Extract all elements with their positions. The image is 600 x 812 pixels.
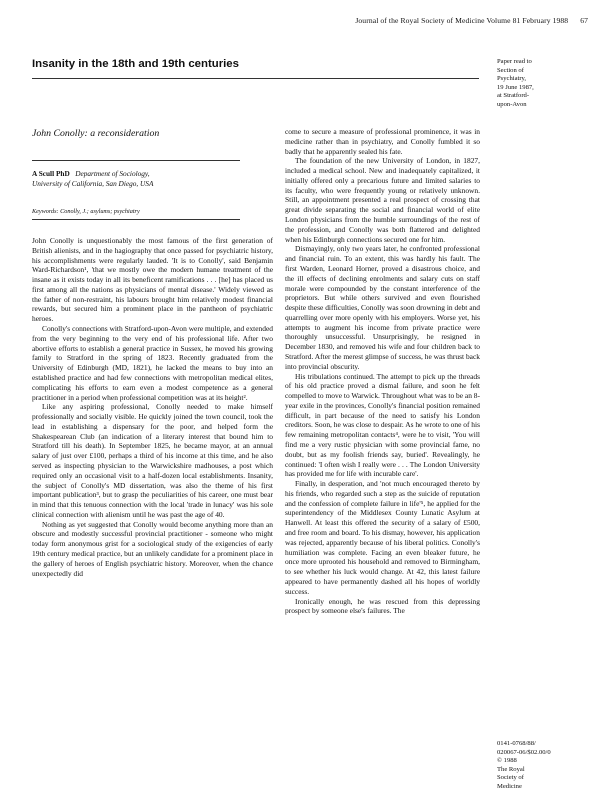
author-department: Department of Sociology, xyxy=(75,169,150,178)
body-column-right xyxy=(285,127,480,616)
author-name: A Scull xyxy=(32,169,55,178)
paragraph: John Conolly is unquestionably the most famous of the first generation of British alienists, and in the hagiography that once passed for psychiatric history, his accomplishments were regularly lauded. 'It is to Conolly', said Benjamin Ward-Richardson¹, 'that we mostly owe the modern humane treatment of the insane as it exists today in all its beneficent ramifications . . . [he] has placed us first among all the nations as physicians of mental disease.' Widely viewed as the father of non-restraint, his labours brought him relatively modest financial rewards, but secured him a prominent place in the pantheon of psychiatric heroes. xyxy=(32,236,273,324)
paragraph: His tribulations continued. The attempt to pick up the threads of his old practice proved a dismal failure, and soon he felt compelled to move to Warwick. Throughout what was to be an 8-year exile in the provinces, Conolly's financial position remained difficult, in part because of the need to satisfy his London creditors. Soon, he was close to despair. As he wrote to one of his few remaining metropolitan contacts⁴, were he to visit, 'You will find me a very rustic physician with some provincial fame, no doubt, but as my foolish friends say, buried'. Revealingly, he continued: 'I often wish I really were . . . The London University has provided me for life with incurable care'. xyxy=(285,371,480,479)
sidenote-line: 020067-06/$02.00/0 xyxy=(497,748,551,756)
subtitle-divider-top xyxy=(32,160,240,161)
running-head xyxy=(296,16,588,25)
sidenote-line: upon-Avon xyxy=(497,100,527,108)
author-block xyxy=(32,169,272,189)
sidenote-line: 19 June 1987, xyxy=(497,83,534,91)
journal-name: Journal of the Royal Society of Medicine xyxy=(355,16,485,25)
journal-date: February 1988 xyxy=(522,16,569,25)
paragraph: Conolly's connections with Stratford-upon-Avon were multiple, and extended from the very beginning to the very end of his professional life. After two abortive efforts to establish a general practice in Sussex, he moved his growing family to Stratford in the spring of 1823. Recently graduated from the University of Edinburgh (MD, 1821), he lacked the means to buy into an established practice and had few connections with metropolitan medical elites, complicating his efforts to earn even a modest competence as a general practitioner in a period when professional competition was at its height². xyxy=(32,324,273,402)
sidenote-line: Psychiatry, xyxy=(497,75,527,83)
sidenote-line: © 1988 xyxy=(497,757,517,765)
subtitle-divider-bottom xyxy=(32,219,240,220)
sidenote-line: 0141-0768/88/ xyxy=(497,740,536,747)
keywords: Keywords: Conolly, J.; asylums; psychiatry xyxy=(32,208,140,215)
paragraph: Ironically enough, he was rescued from this depressing prospect by someone else's failures. The xyxy=(285,596,480,616)
sidenote-line: at Stratford- xyxy=(497,92,530,100)
article-title: Insanity in the 18th and 19th centuries xyxy=(32,58,239,70)
article-subtitle: John Conolly: a reconsideration xyxy=(32,128,160,139)
sidenote-line: Medicine xyxy=(497,782,522,790)
sidenote-line: The Royal xyxy=(497,765,525,773)
title-divider xyxy=(32,78,479,79)
author-institution: University of California, San Diego, USA xyxy=(32,179,154,188)
sidenote-presentation xyxy=(497,58,587,110)
paragraph: The foundation of the new University of London, in 1827, included a medical school. New and inadequately capitalized, it initially offered only a precarious future and limited salaries to its faculty, who were frequently young or relatively unknown. Still, an appointment presented a real prospect of crossing that great divide separating the social and financial world of elite London physicians from the humble surroundings of the rest of the profession, and Conolly was both flattered and delighted when his Edinburgh connections secured one for him. xyxy=(285,156,480,244)
journal-volume: Volume 81 xyxy=(486,16,521,25)
sidenote-line: Paper read to xyxy=(497,58,532,65)
paragraph: come to secure a measure of professional prominence, it was in medicine rather than in psychiatry, and Conolly fumbled it so badly that he apparently sealed his fate. xyxy=(285,127,480,156)
paragraph: Finally, in desperation, and 'not much encouraged thereto by his friends, who regarded such a step as the suicide of reputation and the confession of complete failure in life'⁵, he applied for the superintendency of the Middlesex County Lunatic Asylum at Hanwell. At least this offered the security of a salary of £500, and free room and board. To his dismay, however, his application was rejected, apparently because of his liberal politics. Conolly's humiliation was complete. Facing an even bleaker future, he once more uprooted his household and removed to Birmingham, to see whether his luck would change. At 42, this latest failure appeared to have permanently dashed all his hopes of worldly success. xyxy=(285,479,480,596)
sidenote-copyright xyxy=(497,740,587,792)
body-column-left xyxy=(32,236,273,578)
sidenote-line: Section of xyxy=(497,66,524,74)
page-number: 67 xyxy=(580,16,588,25)
sidenote-line: Society of xyxy=(497,774,524,782)
author-degree: PhD xyxy=(55,169,70,178)
paragraph: Dismayingly, only two years later, he confronted professional and financial ruin. To an extent, this was hardly his fault. The first Warden, Leonard Horner, proved a disastrous choice, and the ill effects of declining enrolments and salary cuts on staff morale were compounded by the constant interference of the proprietors. But while others survived and even flourished despite these difficulties, Conolly was soon drowning in debt and quarrelling over more openly with his employers. Worse yet, his attempts to augment his income from private practice were thoroughly unsuccessful. Unsurprisingly, he resigned in December 1830, and removed his wife and four children back to Stratford. After the merest glimpse of success, he was thrust back into provincial obscurity. xyxy=(285,244,480,371)
paragraph: Like any aspiring professional, Conolly needed to make himself professionally and socially visible. He quickly joined the town council, took the lead in establishing a dispensary for the poor, and helped form the Shakespearean Club (an indication of a literary interest that bound him to Stratford till his death). In September 1825, he became mayor, at an annual salary of just over £100, perhaps a third of his income at this time, and he also served as inspecting physician to the Warwickshire madhouses, a post which required only an occasional visit to a half-dozen local establishments. Insanity, the subject of Conolly's MD dissertation, was also the theme of his first important publication³, but to grasp the peculiarities of his career, one must bear in mind that this tenuous connection with the local 'trade in lunacy' was his sole clinical connection with alienism until he was past the age of 40. xyxy=(32,402,273,519)
paragraph: Nothing as yet suggested that Conolly would become anything more than an obscure and modestly successful provincial practitioner - someone who might today form anonymous grist for a sociological study of the exigencies of early 19th century medical practice, but an unlikely candidate for a prominent place in the gallery of heroes of English psychiatric history. Moreover, when the chance unexpectedly did xyxy=(32,519,273,578)
